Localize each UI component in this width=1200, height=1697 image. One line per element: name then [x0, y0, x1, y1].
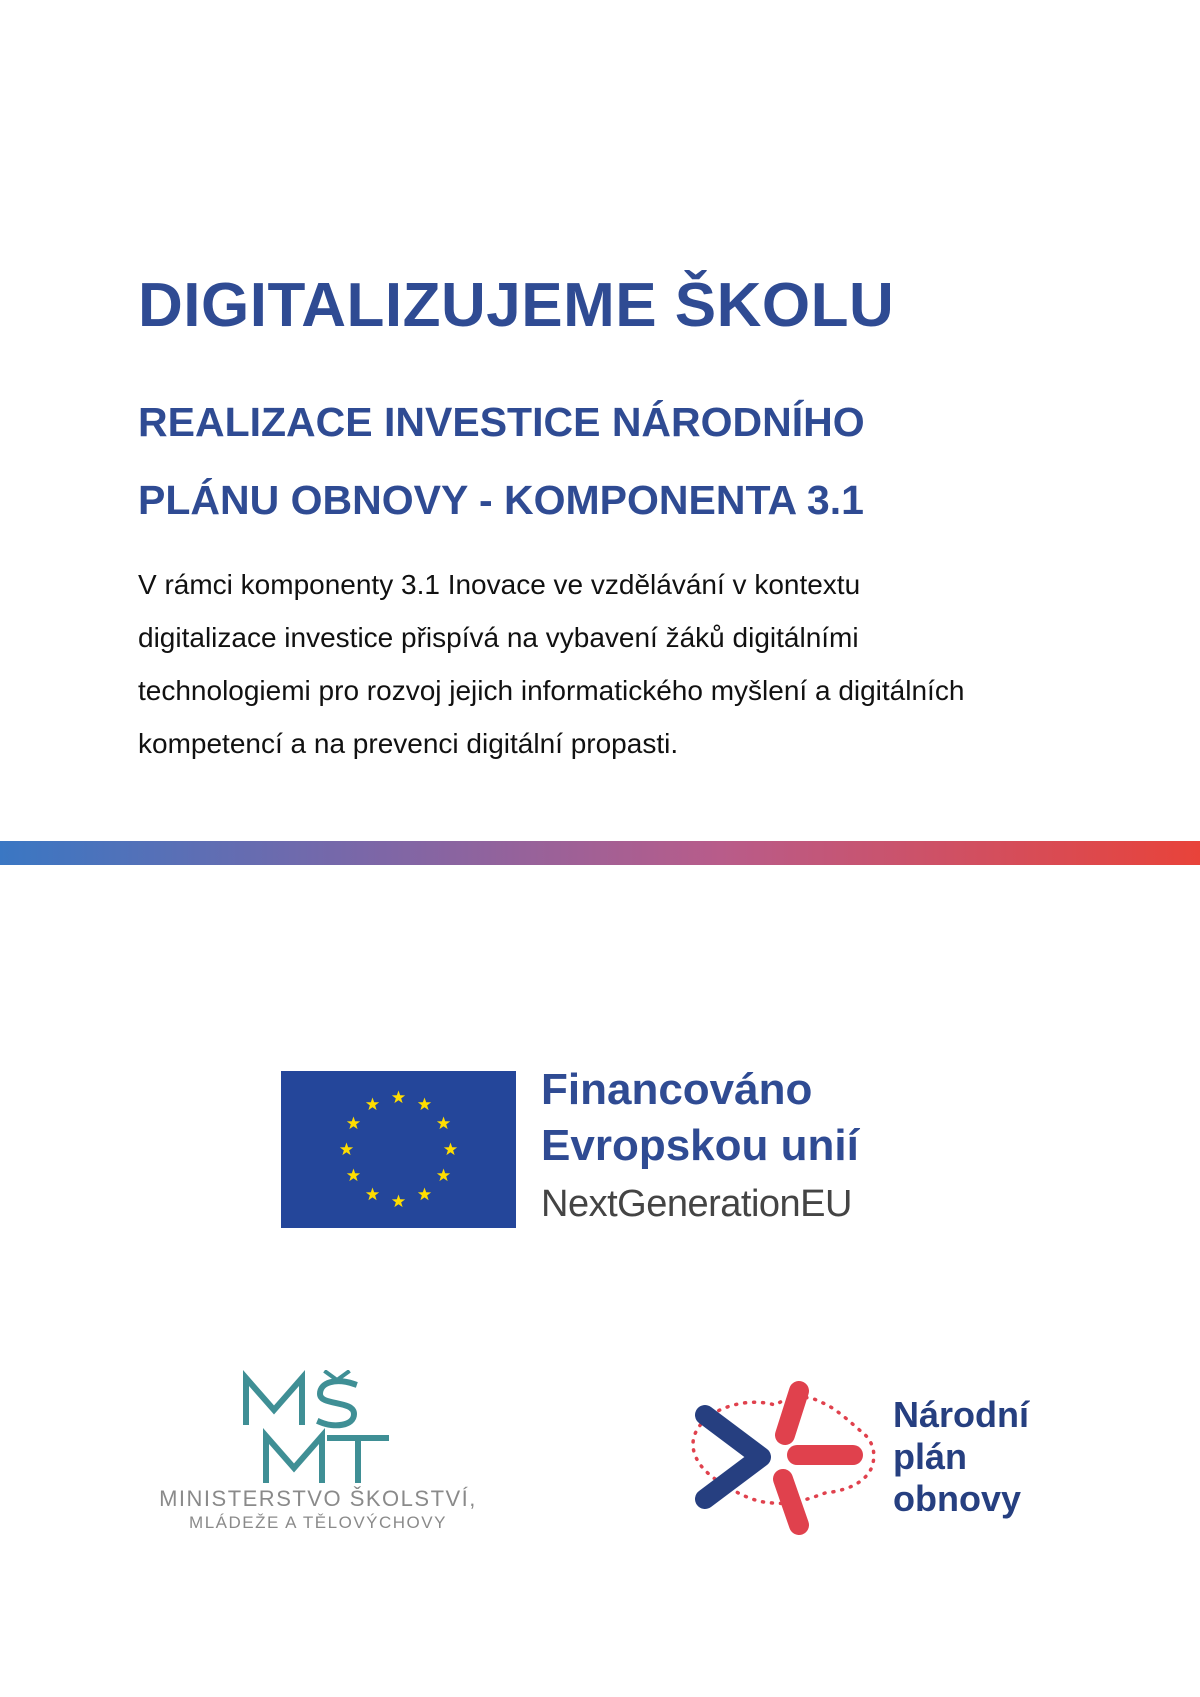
npo-label-line-1: Národní [893, 1394, 1030, 1435]
msmt-logo [148, 1370, 488, 1540]
description-line-2: digitalizace investice přispívá na vybavení žáků digitálními [138, 622, 859, 653]
page-title: DIGITALIZUJEME ŠKOLU [138, 271, 895, 340]
description-paragraph [138, 558, 1098, 770]
eu-funding-label [541, 1062, 859, 1234]
npo-logo-label [893, 1394, 1029, 1520]
description-line-1: V rámci komponenty 3.1 Inovace ve vzdělávání v kontextu [138, 569, 861, 600]
eu-funding-line-1: Financováno [541, 1065, 813, 1114]
msmt-monogram-icon [236, 1370, 396, 1485]
eu-funding-line-2: Evropskou unií [541, 1121, 859, 1170]
page-subtitle [138, 383, 1098, 539]
npo-logo-icon [683, 1375, 883, 1540]
subtitle-line-1: REALIZACE INVESTICE NÁRODNÍHO [138, 399, 865, 445]
eu-flag-icon [281, 1071, 516, 1228]
eu-funding-line-3: NextGenerationEU [541, 1183, 852, 1225]
msmt-name-line-1: MINISTERSTVO ŠKOLSTVÍ, [159, 1486, 477, 1511]
description-line-3: technologiemi pro rozvoj jejich informatického myšlení a digitálních [138, 675, 965, 706]
msmt-name-line-2: MLÁDEŽE A TĚLOVÝCHOVY [189, 1513, 447, 1532]
subtitle-line-2: PLÁNU OBNOVY - KOMPONENTA 3.1 [138, 477, 864, 523]
gradient-divider [0, 841, 1200, 865]
npo-label-line-2: plán [893, 1436, 968, 1477]
npo-label-line-3: obnovy [893, 1478, 1022, 1519]
description-line-4: kompetencí a na prevenci digitální propasti. [138, 728, 679, 759]
